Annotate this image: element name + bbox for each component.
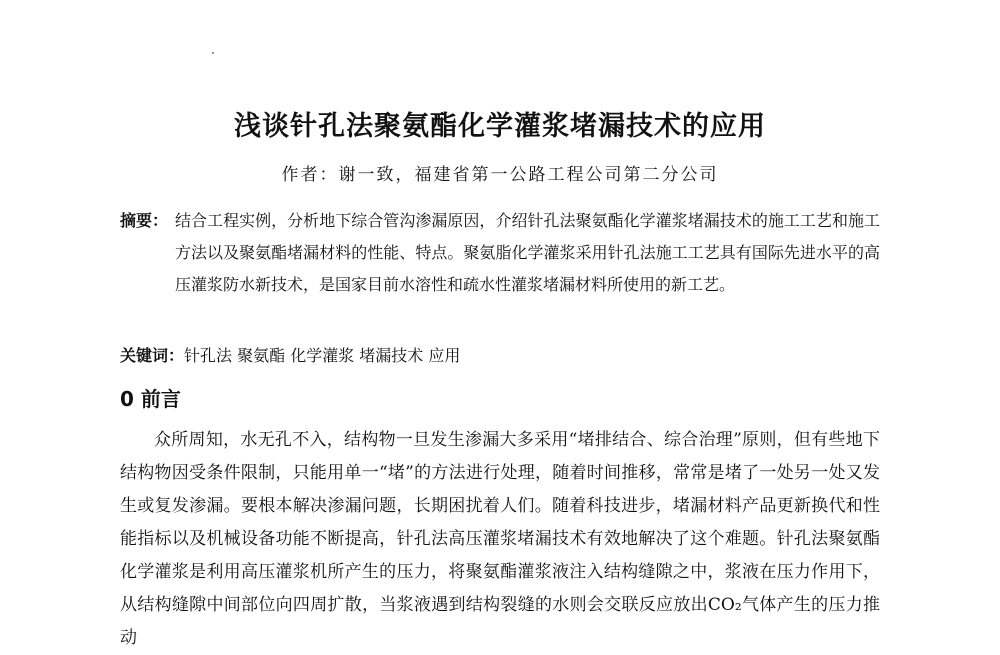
keywords-line <box>120 344 880 368</box>
keywords-label: 关键词： <box>120 346 185 365</box>
author-line: 作者：谢一致，福建省第一公路工程公司第二分公司 <box>281 165 719 185</box>
body-paragraph: 众所周知，水无孔不入，结构物一旦发生渗漏大多采用“堵排结合、综合治理”原则，但有些地下结构物因受条件限制，只能用单一“堵”的方法进行处理，随着时间推移，常常是堵了一处另一处又发生或复发渗漏。要根本解决渗漏问题，长期困扰着人们。随着科技进步，堵漏材料产品更新换代和性能指标以及机械设备功能不断提高，针孔法高压灌浆堵漏技术有效地解决了这个难题。针孔法聚氨酯化学灌浆是利用高压灌浆机所产生的压力，将聚氨酯灌浆液注入结构缝隙之中，浆液在压力作用下，从结构缝隙中间部位向四周扩散，当浆液遇到结构裂缝的水则会交联反应放出CO₂气体产生的压力推动 <box>120 430 880 648</box>
paper-title: 浅谈针孔法聚氨酯化学灌浆堵漏技术的应用 <box>234 111 766 142</box>
abstract-block <box>120 205 880 301</box>
section-heading: 0 前言 <box>120 387 181 411</box>
scan-artifact-dot <box>212 52 214 54</box>
keywords-text: 针孔法 聚氨酯 化学灌浆 堵漏技术 应用 <box>184 346 461 365</box>
abstract-text: 结合工程实例，分析地下综合管沟渗漏原因，介绍针孔法聚氨酯化学灌浆堵漏技术的施工工艺和施工方法以及聚氨酯堵漏材料的性能、特点。聚氨脂化学灌浆采用针孔法施工工艺具有国际先进水平的高压灌浆防水新技术，是国家目前水溶性和疏水性灌浆堵漏材料所使用的新工艺。 <box>175 211 880 294</box>
abstract-label: 摘要： <box>120 211 169 230</box>
